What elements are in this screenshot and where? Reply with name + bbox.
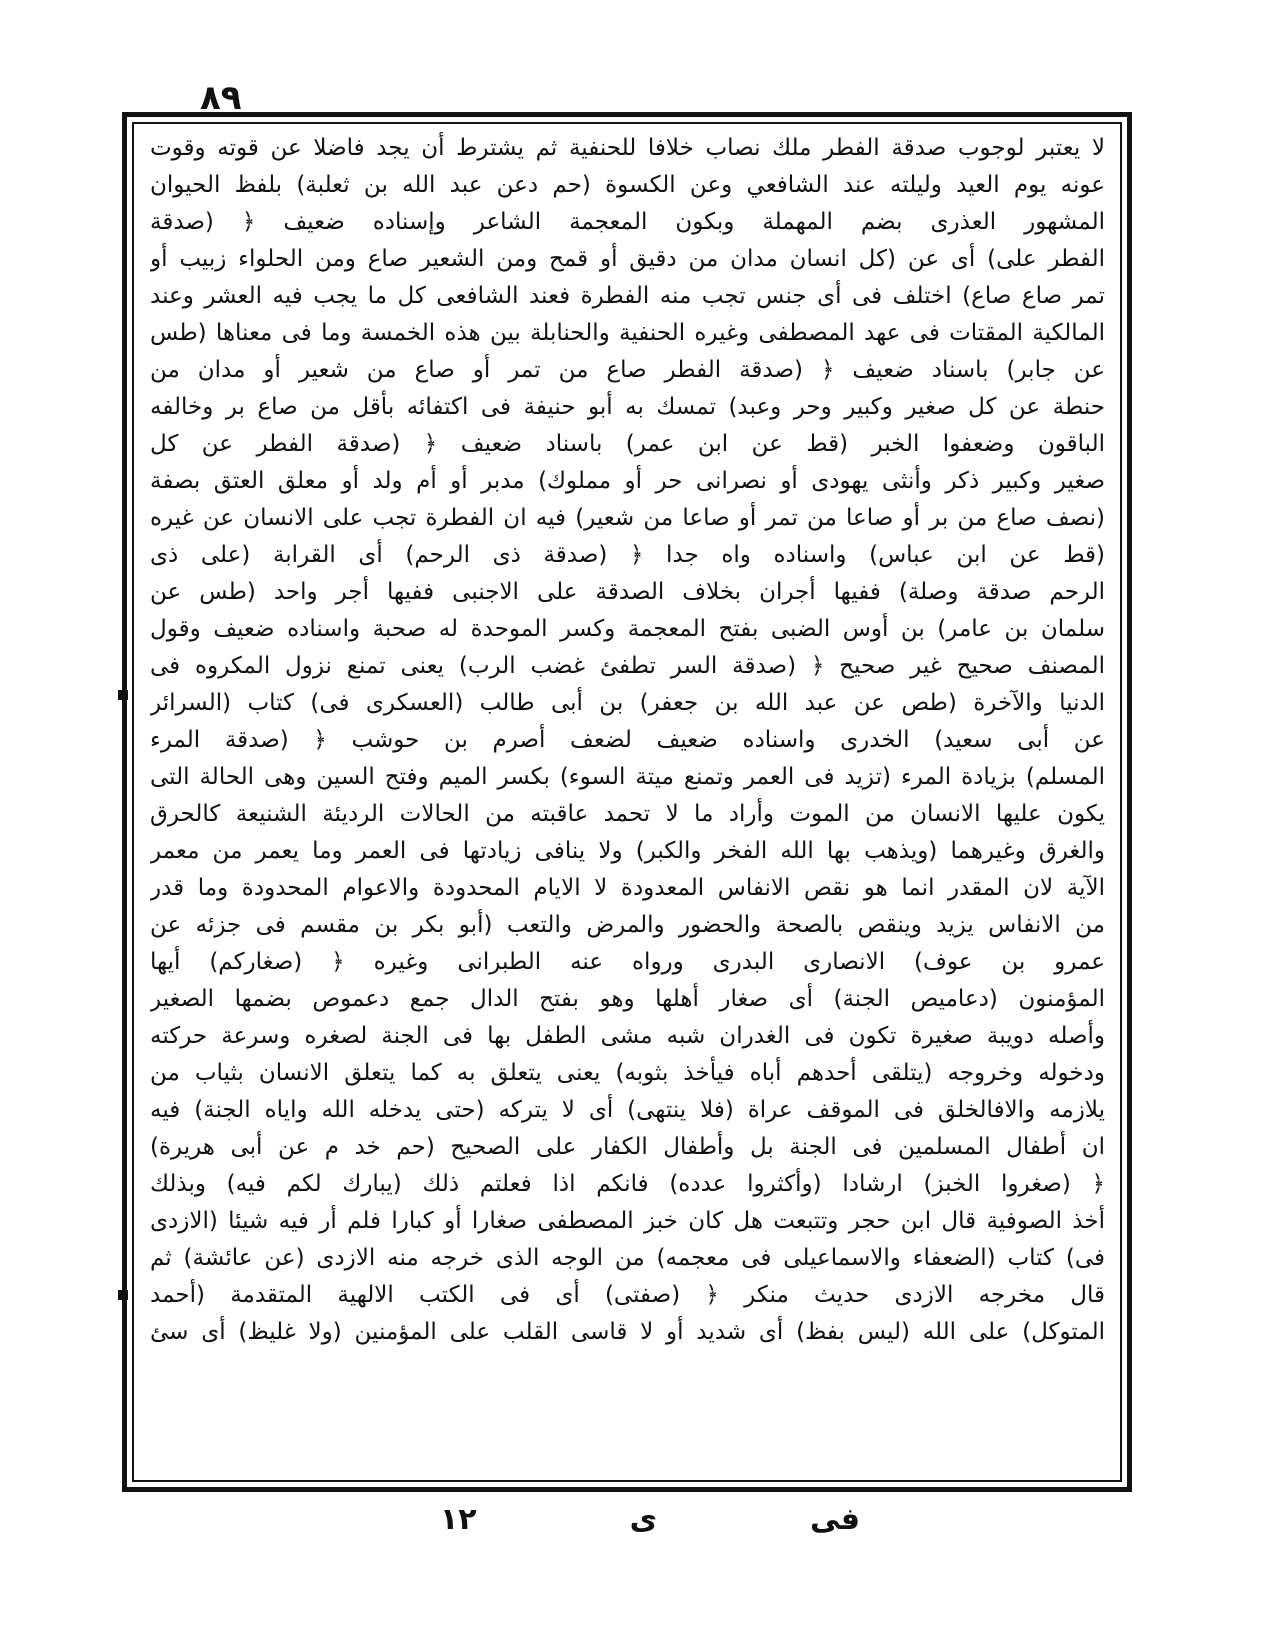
text-line: حنطة عن كل صغير وكبير وحر وعبد) تمسك به أبو حنيفة فى اكتفائه بأقل من صاع بر وخالفه bbox=[150, 394, 1105, 420]
text-line: فى) كتاب (الضعفاء والاسماعيلى فى معجمه) من الوجه الذى خرجه منه الازدى (عن عائشة) ثم bbox=[150, 1245, 1105, 1271]
text-line: الآية لان المقدر انما هو نقص الانفاس المعدودة لا الايام المحدودة والاعوام المحدودة وما قدر bbox=[150, 875, 1105, 901]
text-line: المشهور العذرى بضم المهملة وبكون المعجمة الشاعر وإسناده ضعيف ﴿ (صدقة bbox=[150, 209, 1105, 235]
border-tick bbox=[118, 690, 128, 700]
text-line: قال مخرجه الازدى حديث منكر ﴿ (صفتى) أى فى الكتب الالهية المتقدمة (أحمد bbox=[150, 1282, 1105, 1308]
page-number: ٨٩ bbox=[200, 78, 242, 118]
text-line: يلازمه والافالخلق فى الموقف عراة (فلا ينتهى) أى لا يتركه (حتى يدخله الله واياه الجنة) فيه bbox=[150, 1097, 1105, 1123]
border-tick bbox=[118, 1290, 128, 1300]
text-line: الفطر على) أى عن (كل انسان مدان من دقيق أو قمح ومن الشعير صاع ومن الحلواء زبيب أو bbox=[150, 246, 1105, 272]
text-line: أخذ الصوفية قال ابن حجر وتتبعت هل كان خبز المصطفى صغارا أو كبارا فلم أر فيه شيئا (الازدى bbox=[150, 1208, 1105, 1234]
text-line: عمرو بن عوف) الانصارى البدرى ورواه عنه الطبرانى وغيره ﴿ (صغاركم) أيها bbox=[150, 949, 1105, 975]
text-line: المصنف صحيح غير صحيح ﴿ (صدقة السر تطفئ غضب الرب) يعنى تمنع نزول المكروه فى bbox=[150, 653, 1105, 679]
text-line: ﴿ (صغروا الخبز) ارشادا (وأكثروا عدده) فانكم اذا فعلتم ذلك (يبارك لكم فيه) وبذلك bbox=[150, 1171, 1105, 1197]
footer-signature-left: ١٢ bbox=[440, 1502, 477, 1537]
text-line: عن جابر) باسناد ضعيف ﴿ (صدقة الفطر صاع من تمر أو صاع من شعير أو مدان من bbox=[150, 357, 1105, 383]
text-line: الباقون وضعفوا الخبر (قط عن ابن عمر) باسناد ضعيف ﴿ (صدقة الفطر عن كل bbox=[150, 431, 1105, 457]
body-text bbox=[150, 130, 1105, 1470]
text-line: المسلم) بزيادة المرء (تزيد فى العمر وتمنع ميتة السوء) بكسر الميم وفتح السين وهى الحالة التى bbox=[150, 764, 1105, 790]
text-line: عن أبى سعيد) الخدرى واسناده ضعيف لضعف أصرم بن حوشب ﴿ (صدقة المرء bbox=[150, 727, 1105, 753]
text-line: صغير وكبير ذكر وأنثى يهودى أو نصرانى حر أو مملوك) مدبر أو أم ولد أو معلق العتق بصفة bbox=[150, 468, 1105, 494]
text-line: المؤمنون (دعاميص الجنة) أى صغار أهلها وهو بفتح الدال جمع دعموص بضمها الصغير bbox=[150, 986, 1105, 1012]
footer-signature bbox=[440, 1500, 860, 1540]
text-line: الدنيا والآخرة (طص عن عبد الله بن جعفر) بن أبى طالب (العسكرى فى) كتاب (السرائر bbox=[150, 690, 1105, 716]
text-line: (نصف صاع من بر أو صاعا من تمر أو صاعا من شعير) فيه ان الفطرة تجب على الانسان عن غيره bbox=[150, 505, 1105, 531]
text-line: ودخوله وخروجه (يتلقى أحدهم أباه فيأخذ بثوبه) يعنى يتعلق به كما يتعلق الانسان بثياب من bbox=[150, 1060, 1105, 1086]
text-line: يكون عليها الانسان من الموت وأراد ما لا تحمد عاقبته من الحالات الرديئة الشنيعة كالحرق bbox=[150, 801, 1105, 827]
text-line: المالكية المقتات فى عهد المصطفى وغيره الحنفية والحنابلة بين هذه الخمسة وما فى معناها (طس bbox=[150, 320, 1105, 346]
text-line: وأصله دويبة صغيرة تكون فى الغدران شبه مشى الطفل بها فى الجنة لصغره وسرعة حركته bbox=[150, 1023, 1105, 1049]
text-line: المتوكل) على الله (ليس بفظ) أى شديد أو لا قاسى القلب على المؤمنين (ولا غليظ) أى سئ bbox=[150, 1319, 1105, 1345]
text-line: ان أطفال المسلمين فى الجنة بل وأطفال الكفار على الصحيح (حم خد م عن أبى هريرة) bbox=[150, 1134, 1105, 1160]
text-line: (قط عن ابن عباس) واسناده واه جدا ﴿ (صدقة ذى الرحم) أى القرابة (على ذى bbox=[150, 542, 1105, 568]
text-line: من الانفاس يزيد وينقص بالصحة والحضور والمرض والتعب (أبو بكر بن مقسم فى جزئه عن bbox=[150, 912, 1105, 938]
text-line: لا يعتبر لوجوب صدقة الفطر ملك نصاب خلافا للحنفية ثم يشترط أن يجد فاضلا عن قوته وقوت bbox=[150, 135, 1105, 161]
text-line: عونه يوم العيد وليلته عند الشافعي وعن الكسوة (حم دعن عبد الله بن ثعلبة) بلفظ الحيوان bbox=[150, 172, 1105, 198]
text-line: الرحم صدقة وصلة) ففيها أجران بخلاف الصدقة على الاجنبى ففيها أجر واحد (طس عن bbox=[150, 579, 1105, 605]
text-line: سلمان بن عامر) بن أوس الضبى بفتح المعجمة وكسر الموحدة له صحبة واسناده ضعيف وقول bbox=[150, 616, 1105, 642]
footer-signature-mid: ى bbox=[629, 1502, 658, 1537]
footer-signature-right: فى bbox=[810, 1502, 860, 1537]
text-line: تمر صاع صاع) اختلف فى أى جنس تجب منه الفطرة فعند الشافعى كل ما يجب فيه العشر وعند bbox=[150, 283, 1105, 309]
text-line: والغرق وغيرهما (ويذهب بها الله الفخر والكبر) ولا ينافى زيادتها فى العمر وما يعمر من معمر bbox=[150, 838, 1105, 864]
